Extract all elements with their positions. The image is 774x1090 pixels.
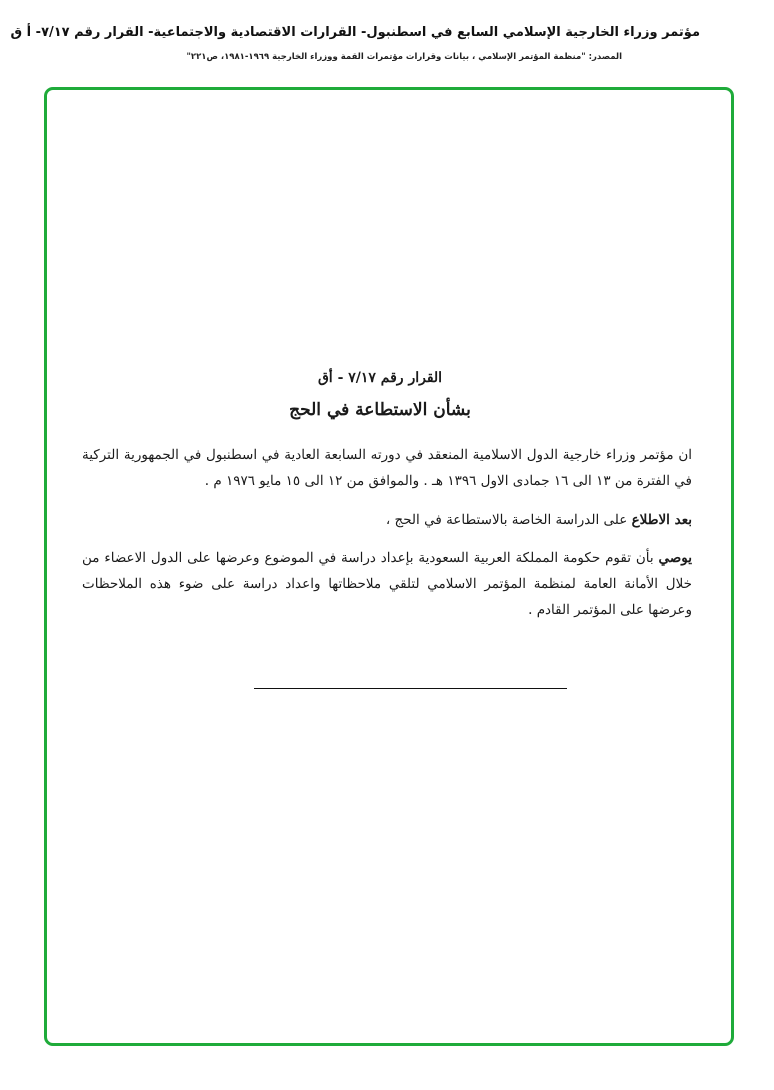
considering-text: على الدراسة الخاصة بالاستطاعة في الحج ، [385, 512, 632, 528]
preamble-paragraph: ان مؤتمر وزراء خارجية الدول الاسلامية المنعقد في دورته السابعة العادية في اسطنبول في الجمهورية التركية في الفترة من ١٣ الى ١٦ جمادى الاول ١٣٩٦ هـ . والموافق من ١٢ الى ١٥ مايو ١٩٧٦ م . [82, 447, 692, 489]
considering-paragraph [82, 507, 692, 533]
header-source-citation: المصدر: "منظمة المؤتمر الإسلامي ، بيانات وقرارات مؤتمرات القمة ووزراء الخارجية ١٩٦٩-١٩٨١، ص٢٢١" [186, 52, 622, 62]
recommendation-paragraph [82, 545, 692, 623]
header-title: مؤتمر وزراء الخارجية الإسلامي السابع في اسطنبول- القرارات الاقتصادية والاجتماعية- القرار رقم ٧/١٧- أ ق [10, 25, 700, 40]
resolution-number: القرار رقم ٧/١٧ - أق [317, 370, 443, 386]
closing-rule [254, 688, 567, 689]
recommendation-lead: يوصي [658, 550, 692, 566]
recommendation-text: بأن تقوم حكومة المملكة العربية السعودية بإعداد دراسة في الموضوع وعرضها على الدول الاعضاء من خلال الأمانة العامة لمنظمة المؤتمر الاسلامي لتلقي ملاحظاتها واعداد دراسة على ضوء هذه الملاحظات وعرضها على المؤتمر القادم . [82, 550, 692, 618]
considering-lead: بعد الاطلاع [631, 512, 692, 528]
resolution-subject: بشأن الاستطاعة في الحج [289, 400, 471, 420]
